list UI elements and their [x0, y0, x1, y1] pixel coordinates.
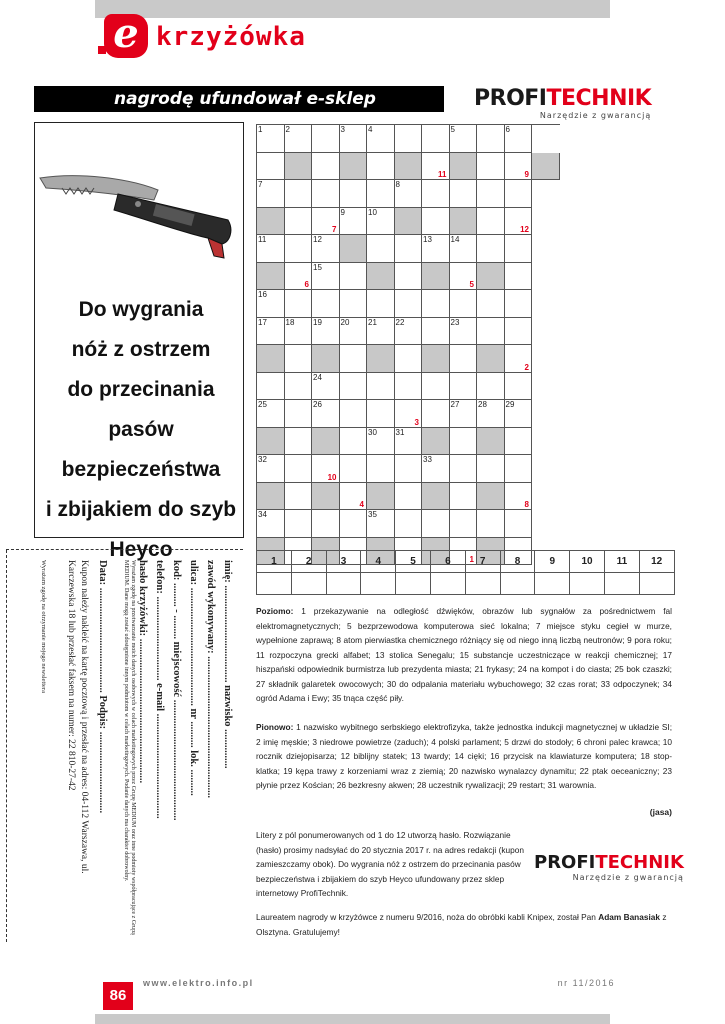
grid-cell[interactable] [285, 208, 313, 236]
grid-cell[interactable] [422, 428, 450, 456]
grid-cell[interactable]: 29 [505, 400, 533, 428]
grid-cell[interactable] [505, 235, 533, 263]
grid-cell[interactable] [257, 345, 285, 373]
grid-cell[interactable] [532, 153, 560, 181]
grid-cell[interactable]: 1 [450, 538, 478, 566]
grid-cell[interactable] [422, 483, 450, 511]
grid-cell[interactable] [477, 208, 505, 236]
grid-cell[interactable]: 21 [367, 318, 395, 346]
grid-cell[interactable]: 8 [505, 483, 533, 511]
coupon-send-info: Kupon należy nakleić na kartę pocztową i przesłać na adres: 04-112 Warszawa, ul. Karczewska 18 lub przesłać faksem na numer: 22 810-27-42 [66, 560, 89, 874]
coupon-field[interactable]: kod: ......... - ......... miejscowość .............................................. [171, 560, 182, 821]
grid-cell[interactable]: 30 [367, 428, 395, 456]
grid-cell[interactable] [340, 235, 368, 263]
answer-number: 2 [291, 551, 326, 573]
prize-line: i zbijakiem do szyb [45, 498, 237, 521]
grid-cell[interactable] [312, 290, 340, 318]
prize-line: Heyco [109, 538, 173, 561]
answer-number: 10 [570, 551, 605, 573]
grid-cell[interactable] [422, 318, 450, 346]
grid-cell[interactable]: 3 [340, 125, 368, 153]
grid-cell[interactable] [395, 483, 423, 511]
grid-cell[interactable] [422, 125, 450, 153]
grid-cell[interactable] [340, 263, 368, 291]
coupon-field[interactable]: ulica: ............................................. nr .......... lok. .......... [188, 560, 199, 796]
grid-cell[interactable] [395, 290, 423, 318]
grid-cell[interactable] [367, 455, 395, 483]
top-bar [95, 0, 610, 18]
grid-cell[interactable] [450, 455, 478, 483]
grid-cell[interactable]: 8 [395, 180, 423, 208]
grid-cell[interactable] [395, 510, 423, 538]
profitechnik-logo-2: PROFITECHNIK Narzędzie z gwarancją [534, 852, 684, 882]
grid-cell[interactable]: 23 [450, 318, 478, 346]
grid-cell[interactable] [257, 483, 285, 511]
grid-cell[interactable] [312, 510, 340, 538]
grid-cell[interactable] [312, 345, 340, 373]
winner-text: Laureatem nagrody w krzyżówce z numeru 9/2016, noża do obróbki kabli Knipex, został Pan Adam Banasiak z Olsztyna. Gratulujemy! [256, 912, 667, 937]
grid-cell[interactable] [422, 510, 450, 538]
answer-number: 6 [430, 551, 465, 573]
grid-cell[interactable]: 2 [505, 345, 533, 373]
grid-cell[interactable] [450, 373, 478, 401]
grid-cell[interactable]: 31 [395, 428, 423, 456]
profitechnik-logo: PROFITECHNIK Narzędzie z gwarancją [474, 86, 652, 120]
grid-cell[interactable] [477, 235, 505, 263]
grid-cell[interactable] [395, 263, 423, 291]
grid-cell[interactable] [285, 428, 313, 456]
issue-number: nr 11/2016 [557, 978, 615, 988]
grid-cell[interactable] [450, 483, 478, 511]
grid-cell[interactable]: 12 [505, 208, 533, 236]
grid-cell[interactable]: 20 [340, 318, 368, 346]
prize-text [36, 290, 246, 570]
grid-cell[interactable] [477, 318, 505, 346]
grid-cell[interactable] [505, 290, 533, 318]
grid-cell[interactable] [422, 400, 450, 428]
grid-cell[interactable] [367, 373, 395, 401]
grid-cell[interactable] [285, 180, 313, 208]
grid-cell[interactable]: 3 [395, 400, 423, 428]
coupon-field[interactable]: zawód wykonywany: ...................................................... [205, 560, 216, 799]
grid-cell[interactable] [285, 455, 313, 483]
coupon-field[interactable]: imię: ..................................... nazwisko ............... [222, 560, 233, 769]
prize-bar-text: nagrodę ufundował e-sklep [114, 89, 376, 109]
grid-cell[interactable] [257, 208, 285, 236]
grid-cell[interactable]: 5 [450, 125, 478, 153]
footer-bar [95, 1014, 610, 1024]
coupon-field[interactable]: Data: ........................................ Podpis: ............................... [97, 560, 108, 814]
grid-cell[interactable] [450, 153, 478, 181]
answer-cell[interactable] [396, 573, 431, 595]
answer-cell[interactable] [604, 573, 639, 595]
grid-cell[interactable] [395, 153, 423, 181]
grid-cell[interactable] [367, 290, 395, 318]
coupon-consent: Wyrażam zgodę na przetwarzanie moich danych osobowych w celach marketingowych przez Grupę MEDIUM oraz inne podmioty współpracujące z Grupą MEDIUM. Dane mogą zostać udostępnione innym podmiotom w celach marketingowych. Podanie danych ma charakter dobrowolny. [123, 560, 136, 935]
page-number: 86 [103, 982, 133, 1010]
grid-cell[interactable] [477, 125, 505, 153]
grid-cell[interactable] [395, 455, 423, 483]
grid-cell[interactable] [367, 400, 395, 428]
grid-cell[interactable]: 1 [257, 125, 285, 153]
answer-cell[interactable] [570, 573, 605, 595]
grid-cell[interactable] [257, 263, 285, 291]
prize-line: do przecinania pasów [67, 378, 215, 441]
grid-cell[interactable]: 19 [312, 318, 340, 346]
answer-number: 12 [639, 551, 674, 573]
grid-cell[interactable] [312, 428, 340, 456]
prize-line: nóż z ostrzem [71, 338, 211, 361]
grid-cell[interactable] [367, 345, 395, 373]
grid-cell[interactable] [340, 290, 368, 318]
grid-cell[interactable]: 17 [257, 318, 285, 346]
grid-cell[interactable] [367, 180, 395, 208]
author: (jasa) [649, 807, 672, 817]
grid-cell[interactable] [422, 373, 450, 401]
grid-cell[interactable] [340, 153, 368, 181]
grid-cell[interactable] [477, 483, 505, 511]
coupon-cut-line-vertical [6, 550, 7, 942]
grid-cell[interactable] [340, 455, 368, 483]
grid-cell[interactable]: 4 [367, 125, 395, 153]
grid-cell[interactable] [450, 510, 478, 538]
grid-cell[interactable] [312, 180, 340, 208]
answer-cell[interactable] [361, 573, 396, 595]
grid-cell[interactable]: 11 [257, 235, 285, 263]
grid-cell[interactable] [505, 510, 533, 538]
section-title: krzyżówka [156, 22, 306, 52]
grid-cell[interactable] [367, 235, 395, 263]
grid-cell[interactable] [450, 345, 478, 373]
grid-cell[interactable]: 7 [312, 208, 340, 236]
grid-cell[interactable] [257, 153, 285, 181]
grid-cell[interactable] [422, 208, 450, 236]
grid-cell[interactable] [505, 373, 533, 401]
grid-cell[interactable] [395, 345, 423, 373]
grid-cell[interactable]: 13 [422, 235, 450, 263]
grid-cell[interactable] [285, 373, 313, 401]
info-text: Litery z pól ponumerowanych od 1 do 12 utworzą hasło. Rozwiązanie (hasło) prosimy nadsyłać do 20 stycznia 2017 r. na adres redakcji (kupon zamieszczamy obok). Do wygrania nóż z ostrzem do przecinania pasów bezpieczeństwa i zbijakiem do szyb Heyco ufundowany przez sklep internetowy ProfiTechnik. [256, 830, 524, 898]
grid-cell[interactable] [312, 125, 340, 153]
grid-cell[interactable] [422, 290, 450, 318]
answer-cell[interactable] [291, 573, 326, 595]
grid-cell[interactable] [477, 153, 505, 181]
grid-cell[interactable]: 6 [285, 263, 313, 291]
grid-cell[interactable] [285, 510, 313, 538]
grid-cell[interactable] [505, 180, 533, 208]
grid-cell[interactable] [285, 235, 313, 263]
grid-cell[interactable] [285, 400, 313, 428]
answer-number: 7 [465, 551, 500, 573]
grid-cell[interactable] [340, 400, 368, 428]
grid-cell[interactable] [505, 455, 533, 483]
grid-cell[interactable] [477, 290, 505, 318]
coupon-field[interactable]: telefon: ................................ e-mail ........................................ [154, 560, 165, 819]
grid-cell[interactable] [477, 345, 505, 373]
grid-cell[interactable] [450, 208, 478, 236]
grid-cell[interactable]: 34 [257, 510, 285, 538]
grid-cell[interactable] [285, 483, 313, 511]
grid-cell[interactable]: 10 [367, 208, 395, 236]
prize-line: Do wygrania [78, 298, 204, 321]
grid-cell[interactable] [477, 510, 505, 538]
grid-cell[interactable] [395, 235, 423, 263]
prize-line: bezpieczeństwa [61, 458, 221, 481]
grid-cell[interactable] [505, 428, 533, 456]
grid-cell[interactable]: 28 [477, 400, 505, 428]
answer-cell[interactable] [639, 573, 674, 595]
grid-cell[interactable]: 22 [395, 318, 423, 346]
grid-cell[interactable]: 18 [285, 318, 313, 346]
grid-cell[interactable]: 9 [505, 153, 533, 181]
grid-cell[interactable]: 26 [312, 400, 340, 428]
grid-cell[interactable] [312, 483, 340, 511]
grid-cell[interactable] [505, 318, 533, 346]
grid-cell[interactable] [450, 290, 478, 318]
grid-cell[interactable]: 14 [450, 235, 478, 263]
answer-cell[interactable] [500, 573, 535, 595]
grid-cell[interactable] [257, 428, 285, 456]
prize-bar [34, 86, 444, 112]
grid-cell[interactable]: 33 [422, 455, 450, 483]
grid-cell[interactable]: 11 [422, 153, 450, 181]
grid-cell[interactable] [312, 153, 340, 181]
answer-number: 3 [326, 551, 361, 573]
grid-cell[interactable] [257, 373, 285, 401]
grid-cell[interactable] [395, 373, 423, 401]
grid-cell[interactable] [422, 345, 450, 373]
grid-cell[interactable]: 10 [312, 455, 340, 483]
answer-number: 5 [396, 551, 431, 573]
grid-cell[interactable] [395, 208, 423, 236]
grid-cell[interactable] [340, 180, 368, 208]
coupon-field[interactable]: hasło krzyżówki: ....................................................... [137, 560, 148, 784]
grid-cell[interactable] [285, 153, 313, 181]
grid-cell[interactable] [340, 345, 368, 373]
answer-cell[interactable] [465, 573, 500, 595]
grid-cell[interactable]: 2 [285, 125, 313, 153]
answer-number: 4 [361, 551, 396, 573]
grid-cell[interactable] [450, 180, 478, 208]
grid-cell[interactable] [477, 455, 505, 483]
crossword-grid [256, 124, 560, 565]
grid-cell[interactable]: 9 [340, 208, 368, 236]
answer-cell[interactable] [257, 573, 292, 595]
grid-cell[interactable]: 24 [312, 373, 340, 401]
grid-cell[interactable]: 7 [257, 180, 285, 208]
grid-cell[interactable] [395, 125, 423, 153]
grid-cell[interactable] [285, 290, 313, 318]
grid-cell[interactable]: 35 [367, 510, 395, 538]
grid-cell[interactable]: 5 [450, 263, 478, 291]
grid-cell[interactable]: 25 [257, 400, 285, 428]
coupon-cut-line [6, 549, 243, 550]
grid-cell[interactable]: 27 [450, 400, 478, 428]
answer-number: 11 [604, 551, 639, 573]
grid-cell[interactable] [285, 345, 313, 373]
grid-cell[interactable] [477, 373, 505, 401]
grid-cell[interactable] [422, 180, 450, 208]
grid-cell[interactable]: 4 [340, 483, 368, 511]
answer-number: 9 [535, 551, 570, 573]
grid-cell[interactable] [477, 263, 505, 291]
coupon-newsletter[interactable]: Wyrażam zgodę na otrzymanie mojego newslettera [40, 560, 47, 693]
grid-cell[interactable]: 16 [257, 290, 285, 318]
answer-cell[interactable] [326, 573, 361, 595]
answer-cell[interactable] [430, 573, 465, 595]
answer-number: 8 [500, 551, 535, 573]
grid-cell[interactable] [340, 373, 368, 401]
grid-cell[interactable] [367, 153, 395, 181]
grid-cell[interactable] [340, 510, 368, 538]
grid-cell[interactable] [450, 428, 478, 456]
grid-cell[interactable]: 15 [312, 263, 340, 291]
grid-cell[interactable] [477, 180, 505, 208]
grid-cell[interactable] [422, 263, 450, 291]
answer-table [256, 550, 675, 595]
site-url: www.elektro.info.pl [143, 978, 254, 988]
grid-cell[interactable] [367, 483, 395, 511]
grid-cell[interactable] [340, 428, 368, 456]
grid-cell[interactable] [505, 263, 533, 291]
clues-horizontal: Poziomo: 1 przekazywanie na odległość dźwięków, obrazów lub sygnałów za pośrednictwem fal elektromagnetycznych; 5 bezprzewodowa komputerowa sieć lokalna; 7 miejsce styku cegieł w murze, wypełnione zaprawą; 8 atom pierwiastka chemicznego różniący się od niego inną liczbą neutronów; 9 pora roku; 11 rozpoczyna grecki alfabet; 13 stolica Senegalu; 15 substancje uczestniczące w reakcji chemicznej; 17 hiszpański odpowiednik burmistrza lub prezydenta miasta; 21 frykasy; 24 na kompot i do ciasta; 25 bok czaszki; 27 składnik galaretek owocowych; 30 do odpalania materiału wybuchowego; 32 czas rorat; 33 odpoczynek; 34 ogród Adama i Ewy; 35 tnąca część piły. [256, 606, 672, 703]
answer-cell[interactable] [535, 573, 570, 595]
clues-vertical: Pionowo: 1 nazwisko wybitnego serbskiego elektrofizyka, także jednostka indukcji magnetycznej w układzie SI; 2 imię męskie; 3 niedrowe powietrze (zaduch); 4 polski parlament; 5 drzwi do stodoły; 6 chroni palec krawca; 10 rocznik dziejopisarza; 12 biblijny statek; 13 twardy; 14 cięki; 16 przycisk na klawiaturze komputera; 18 stop-klatka; 19 kępa trawy z korzeniami wraz z ziemią; 20 nazwisko wynalazcy dynamitu; 22 ptak oeceaniczny; 23 płynie przez Kościan; 26 bezkresny akwen; 28 uczestnik rywalizacji; 29 restart; 31 warownia. [256, 722, 673, 790]
grid-cell[interactable]: 32 [257, 455, 285, 483]
e-logo: e [104, 14, 148, 58]
grid-cell[interactable] [477, 428, 505, 456]
grid-cell[interactable]: 12 [312, 235, 340, 263]
grid-cell[interactable] [367, 263, 395, 291]
grid-cell[interactable]: 6 [505, 125, 533, 153]
answer-number: 1 [257, 551, 292, 573]
knife-image [38, 160, 243, 260]
